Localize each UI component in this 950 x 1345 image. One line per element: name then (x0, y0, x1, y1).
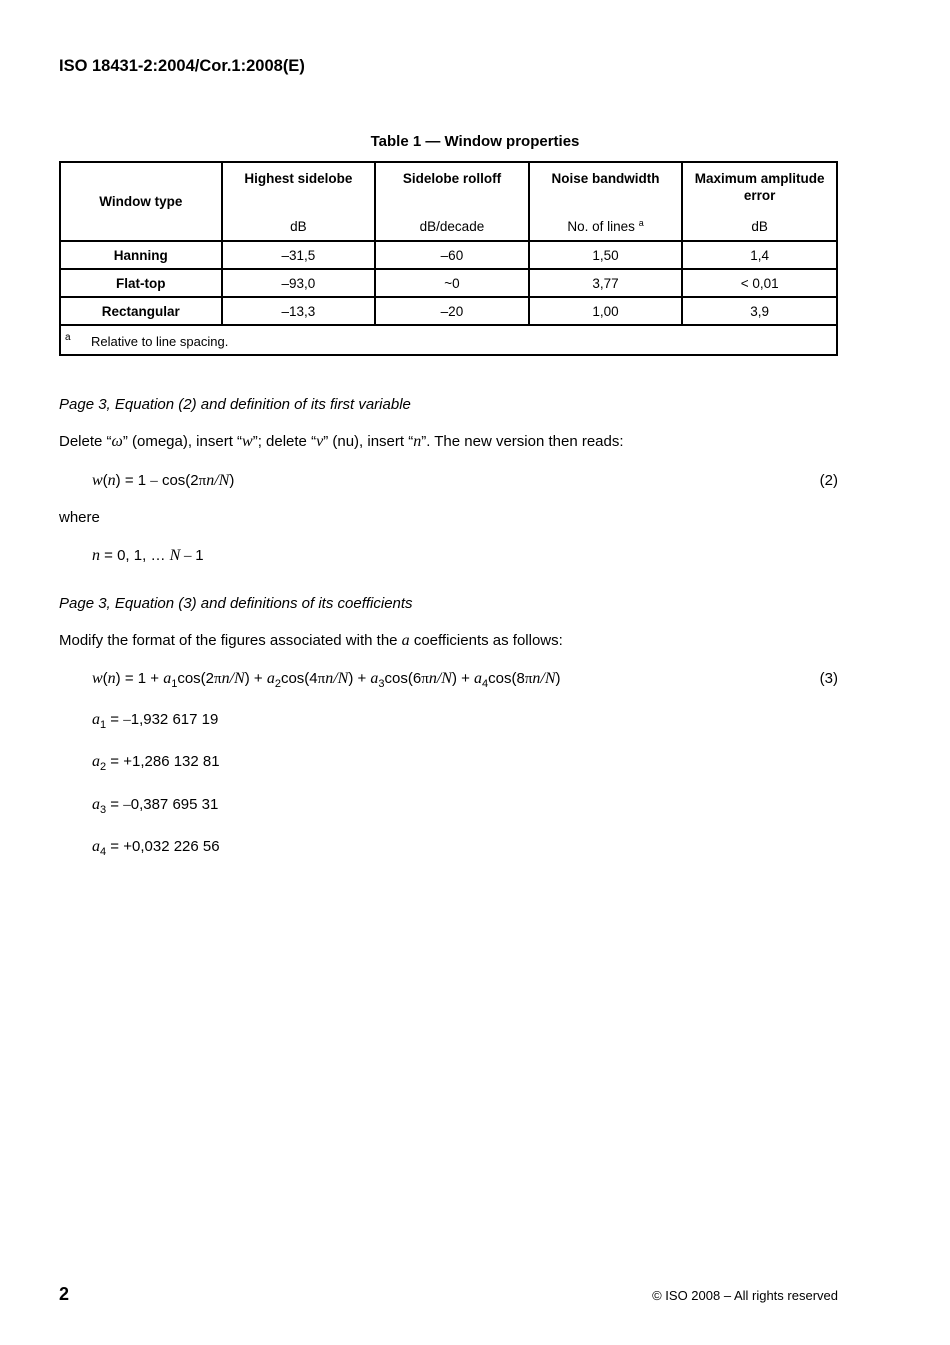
column-header-window-type: Window type (60, 162, 222, 241)
section-heading-eq3: Page 3, Equation (3) and definitions of its coefficients (59, 595, 413, 612)
table-row (60, 269, 837, 297)
coefficient-a4: $a_4 = +0,032$ 226 56 (92, 838, 220, 858)
row-header: Rectangular (60, 297, 222, 325)
table-footnote-row (60, 325, 837, 355)
table-cell: 1,50 (529, 241, 683, 269)
table-cell: 3,77 (529, 269, 683, 297)
table-title: Table 1 — Window properties (370, 133, 580, 150)
table-cell: ~0 (375, 269, 529, 297)
table-header-row (60, 162, 837, 241)
column-header-highest-sidelobe: Highest sidelobe dB (222, 162, 376, 241)
column-header-noise-bandwidth: Noise bandwidth No. of lines $^a$ (529, 162, 683, 241)
page-number: 2 (59, 1284, 70, 1304)
equation-number-2: (2) (819, 472, 838, 489)
table-cell: –13,3 (222, 297, 376, 325)
coefficient-a1: $a_1 = -1,932$ 617 19 (92, 711, 219, 731)
section-heading-eq2: Page 3, Equation (2) and definition of its first variable (59, 396, 411, 413)
column-unit: dB (751, 219, 768, 234)
instruction-eq3: Modify the format of the figures associated with the a coefficients as follows: (59, 632, 563, 649)
table-cell: –60 (375, 241, 529, 269)
equation-3: $w(n) = 1 + a_1\cos(2\pi n/N) + a_2\cos(4\pi n/N) + a_3\cos(6\pi n/N) + a_4\cos(8\pi n/N)$ (92, 670, 561, 690)
document-id: ISO 18431-2:2004/Cor.1:2008(E) (59, 57, 305, 75)
table-row (60, 297, 837, 325)
column-header-max-amplitude-error: Maximum amplitude error dB (682, 162, 837, 241)
table-cell: < 0,01 (682, 269, 837, 297)
column-unit: dB/decade (419, 219, 485, 234)
table-cell: –31,5 (222, 241, 376, 269)
row-header: Flat-top (60, 269, 222, 297)
equation-2: w(n) = 1 – cos(2πn/N) (92, 472, 235, 489)
table-footnote (60, 325, 837, 355)
instruction-eq2: Delete “ω” (omega), insert “w”; delete “ν” (nu), insert “n”. The new version then reads: (59, 433, 624, 450)
range-definition: n = 0, 1, … N – 1 (92, 547, 204, 564)
where-label: where (59, 509, 100, 526)
footnote-ref: a (638, 218, 644, 228)
equation-term: $a_2\cos(4\pi n/N)$ + (266, 670, 371, 690)
column-unit: dB (290, 219, 307, 234)
column-unit: No. of lines $^a$ (567, 218, 644, 234)
coefficient-a2: $a_2 = +1,286$ 132 81 (92, 753, 220, 773)
equation-term: $a_4\cos(8\pi n/N)$ (474, 670, 561, 690)
table-cell: 1,4 (682, 241, 837, 269)
equation-term: $a_3\cos(6\pi n/N)$ + (370, 670, 475, 690)
equation-number-3: (3) (819, 670, 838, 687)
window-properties-table (59, 161, 838, 356)
table-cell: 3,9 (682, 297, 837, 325)
column-header-sidelobe-rolloff: Sidelobe rolloff dB/decade (375, 162, 529, 241)
table-cell: 1,00 (529, 297, 683, 325)
row-header: Hanning (60, 241, 222, 269)
table-row (60, 241, 837, 269)
copyright-notice: © ISO 2008 – All rights reserved (652, 1288, 838, 1303)
table-cell: –93,0 (222, 269, 376, 297)
footnote-text: Relative to line spacing. (91, 333, 229, 349)
table-cell: –20 (375, 297, 529, 325)
coefficient-a3: $a_3 = -0,387$ 695 31 (92, 796, 219, 816)
equation-term: $a_1\cos(2\pi n/N)$ + (163, 670, 267, 690)
footnote-mark: a (65, 331, 71, 343)
